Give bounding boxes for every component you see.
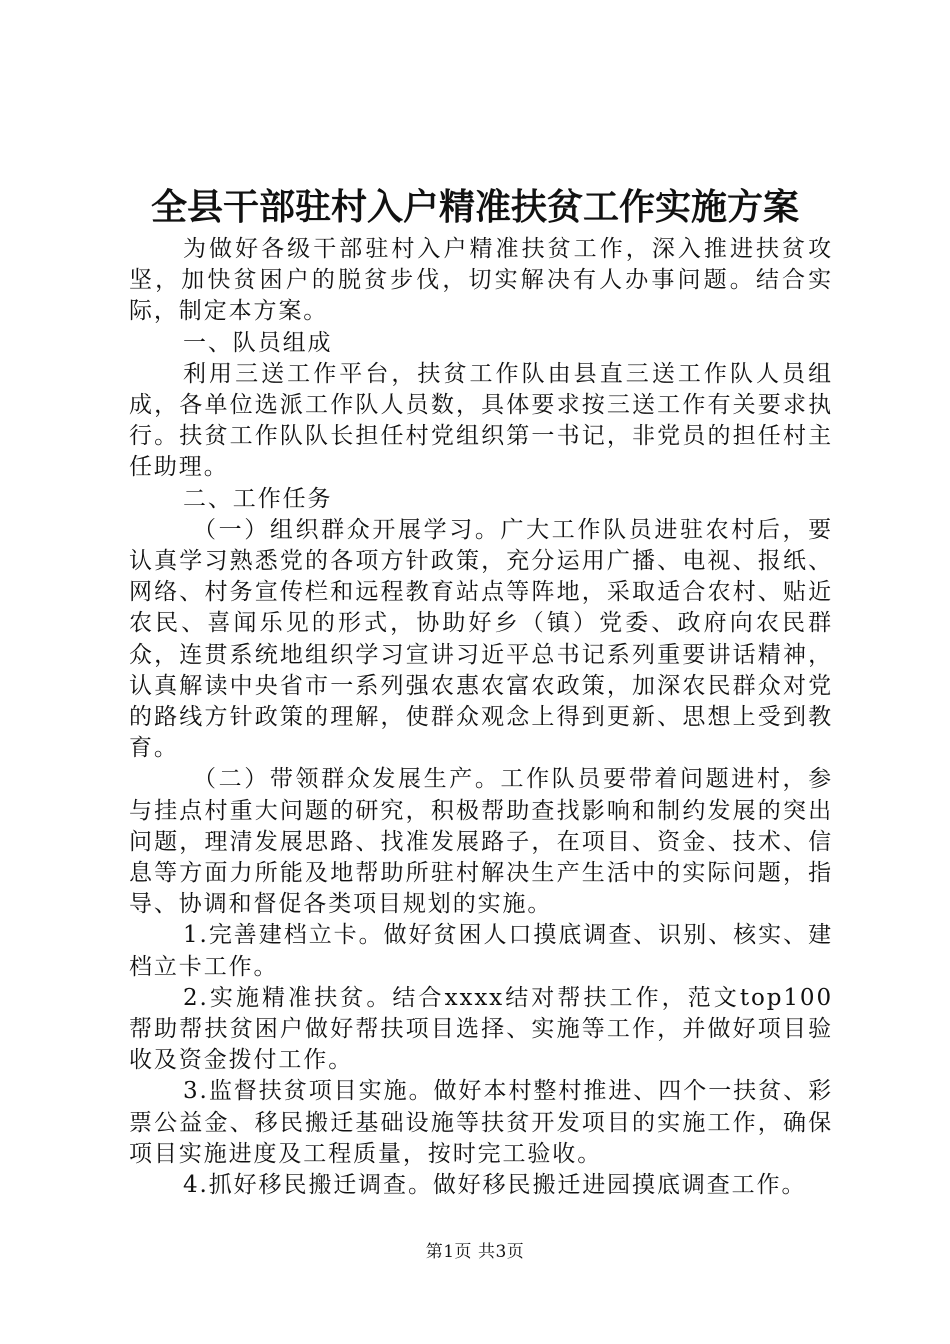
list-item-precision: 2.实施精准扶贫。结合xxxx结对帮扶工作，范文top100帮助帮扶贫困户做好帮扶项目选择、实施等工作，并做好项目验收及资金拨付工作。: [129, 984, 833, 1074]
document-body: [129, 234, 833, 1201]
list-item-relocation: 4.抓好移民搬迁调查。做好移民搬迁进园摸底调查工作。: [183, 1172, 807, 1199]
section-heading-members: 一、队员组成: [183, 329, 333, 356]
section-heading-tasks: 二、工作任务: [183, 485, 333, 512]
intro-paragraph: 为做好各级干部驻村入户精准扶贫工作，深入推进扶贫攻坚，加快贫困户的脱贫步伐，切实解决有人办事问题。结合实际，制定本方案。: [129, 236, 833, 325]
task-study-paragraph: （一）组织群众开展学习。广大工作队员进驻农村后，要认真学习熟悉党的各项方针政策，充分运用广播、电视、报纸、网络、村务宣传栏和远程教育站点等阵地，采取适合农村、贴近农民、喜闻乐见的形式，协助好乡（镇）党委、政府向农民群众，连贯系统地组织学习宣讲习近平总书记系列重要讲话精神，认真解读中央省市一系列强农惠农富农政策，加深农民群众对党的路线方针政策的理解，使群众观念上得到更新、思想上受到教育。: [129, 516, 833, 762]
members-paragraph: 利用三送工作平台，扶贫工作队由县直三送工作队人员组成，各单位选派工作队人员数，具体要求按三送工作有关要求执行。扶贫工作队队长担任村党组织第一书记，非党员的担任村主任助理。: [129, 360, 833, 481]
document-title: 全县干部驻村入户精准扶贫工作实施方案: [150, 187, 799, 228]
list-item-supervision: 3.监督扶贫项目实施。做好本村整村推进、四个一扶贫、彩票公益金、移民搬迁基础设施等扶贫开发项目的实施工作，确保项目实施进度及工程质量，按时完工验收。: [129, 1078, 833, 1167]
task-production-paragraph: （二）带领群众发展生产。工作队员要带着问题进村，参与挂点村重大问题的研究，积极帮助查找影响和制约发展的突出问题，理清发展思路、找准发展路子，在项目、资金、技术、信息等方面力所能及地帮助所驻村解决生产生活中的实际问题，指导、协调和督促各类项目规划的实施。: [129, 766, 833, 918]
page-number-footer: 第1页 共3页: [425, 1242, 525, 1262]
list-item-filing: 1.完善建档立卡。做好贫困人口摸底调查、识别、核实、建档立卡工作。: [129, 922, 833, 980]
